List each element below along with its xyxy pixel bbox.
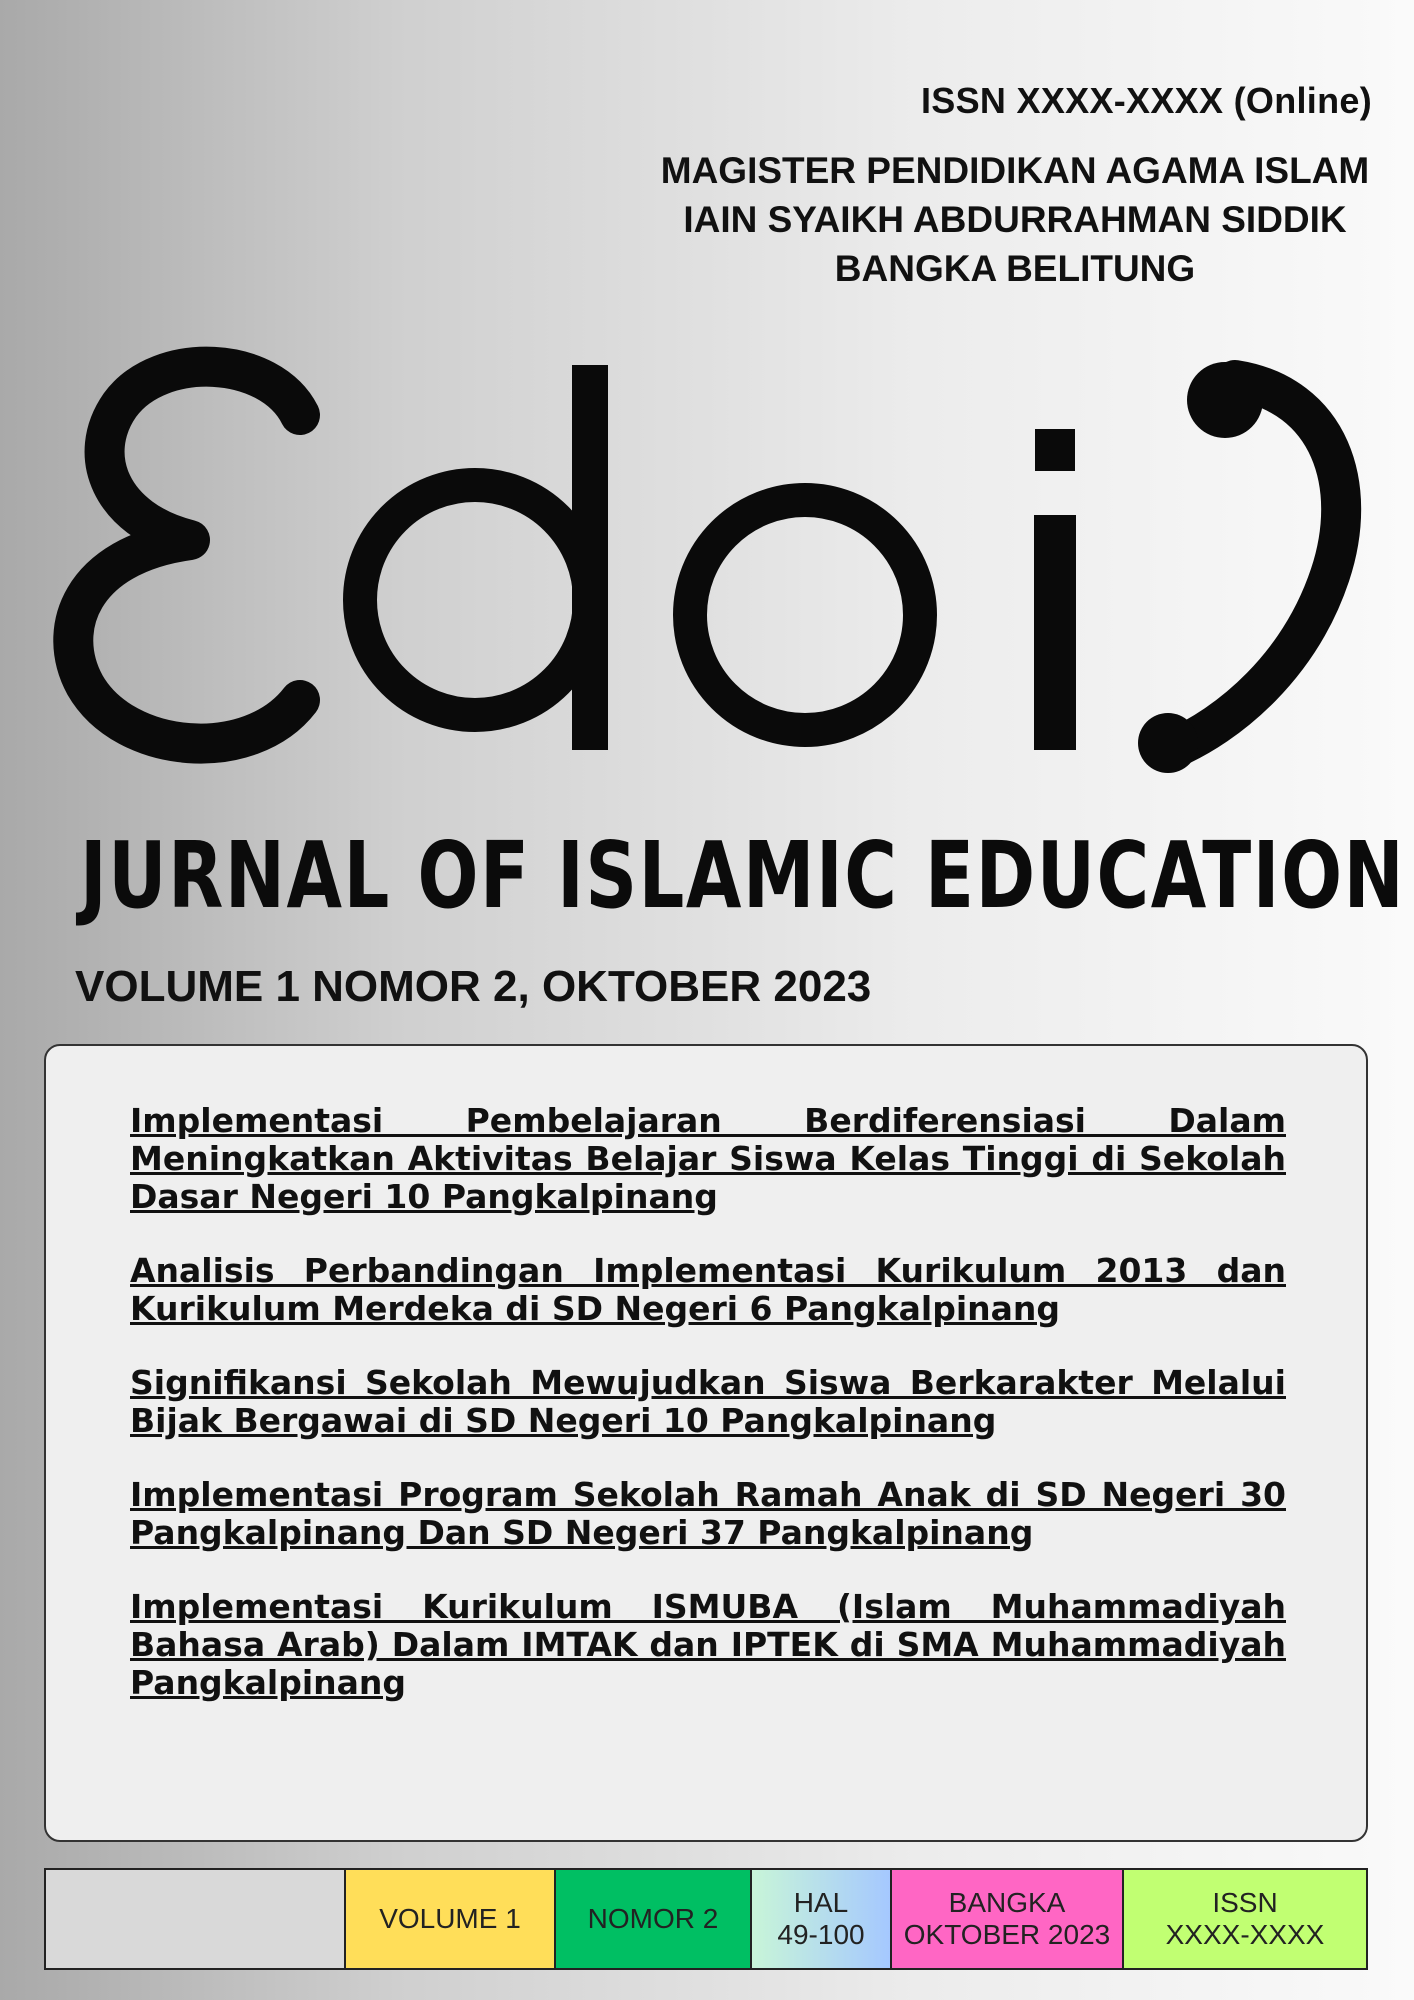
article-title-3[interactable]: Signifikansi Sekolah Mewujudkan Siswa Berkarakter Melalui Bijak Bergawai di SD Negeri 10 Pangkalpinang	[130, 1363, 1286, 1440]
issn-online: ISSN XXXX-XXXX (Online)	[921, 80, 1372, 121]
footer-number-cell: NOMOR 2	[556, 1870, 752, 1968]
footer-volume-cell: VOLUME 1	[346, 1870, 556, 1968]
article-title-2[interactable]: Analisis Perbandingan Implementasi Kurikulum 2013 dan Kurikulum Merdeka di SD Negeri 6 Pangkalpinang	[130, 1251, 1286, 1328]
article-title-1[interactable]: Implementasi Pembelajaran Berdiferensiasi Dalam Meningkatkan Aktivitas Belajar Siswa Kelas Tinggi di Sekolah Dasar Negeri 10 Pangkalpinang	[130, 1101, 1286, 1216]
institution-line-2: IAIN SYAIKH ABDURRAHMAN SIDDIK	[683, 199, 1347, 240]
institution-line-1: MAGISTER PENDIDIKAN AGAMA ISLAM	[660, 150, 1370, 191]
journal-title: JURNAL OF ISLAMIC EDUCATION	[80, 822, 1406, 929]
institution-line-3: BANGKA BELITUNG	[834, 248, 1196, 289]
article-list	[130, 1102, 1286, 1738]
footer-pages-cell: HAL 49-100	[752, 1870, 892, 1968]
footer-issn-cell: ISSN XXXX-XXXX	[1124, 1870, 1366, 1968]
article-title-4[interactable]: Implementasi Program Sekolah Ramah Anak di SD Negeri 30 Pangkalpinang Dan SD Negeri 37 Pangkalpinang	[130, 1475, 1286, 1552]
edois-logo	[50, 345, 1370, 779]
footer-blank-cell	[46, 1870, 346, 1968]
article-title-5[interactable]: Implementasi Kurikulum ISMUBA (Islam Muhammadiyah Bahasa Arab) Dalam IMTAK dan IPTEK di SMA Muhammadiyah Pangkalpinang	[130, 1587, 1286, 1702]
institution-block	[640, 146, 1390, 293]
edois-logo-graphic	[50, 345, 1370, 775]
table-of-contents	[44, 1044, 1368, 1842]
footer-info-bar	[44, 1868, 1368, 1970]
footer-place-date-cell: BANGKA OKTOBER 2023	[892, 1870, 1124, 1968]
volume-issue-date: VOLUME 1 NOMOR 2, OKTOBER 2023	[75, 962, 872, 1011]
